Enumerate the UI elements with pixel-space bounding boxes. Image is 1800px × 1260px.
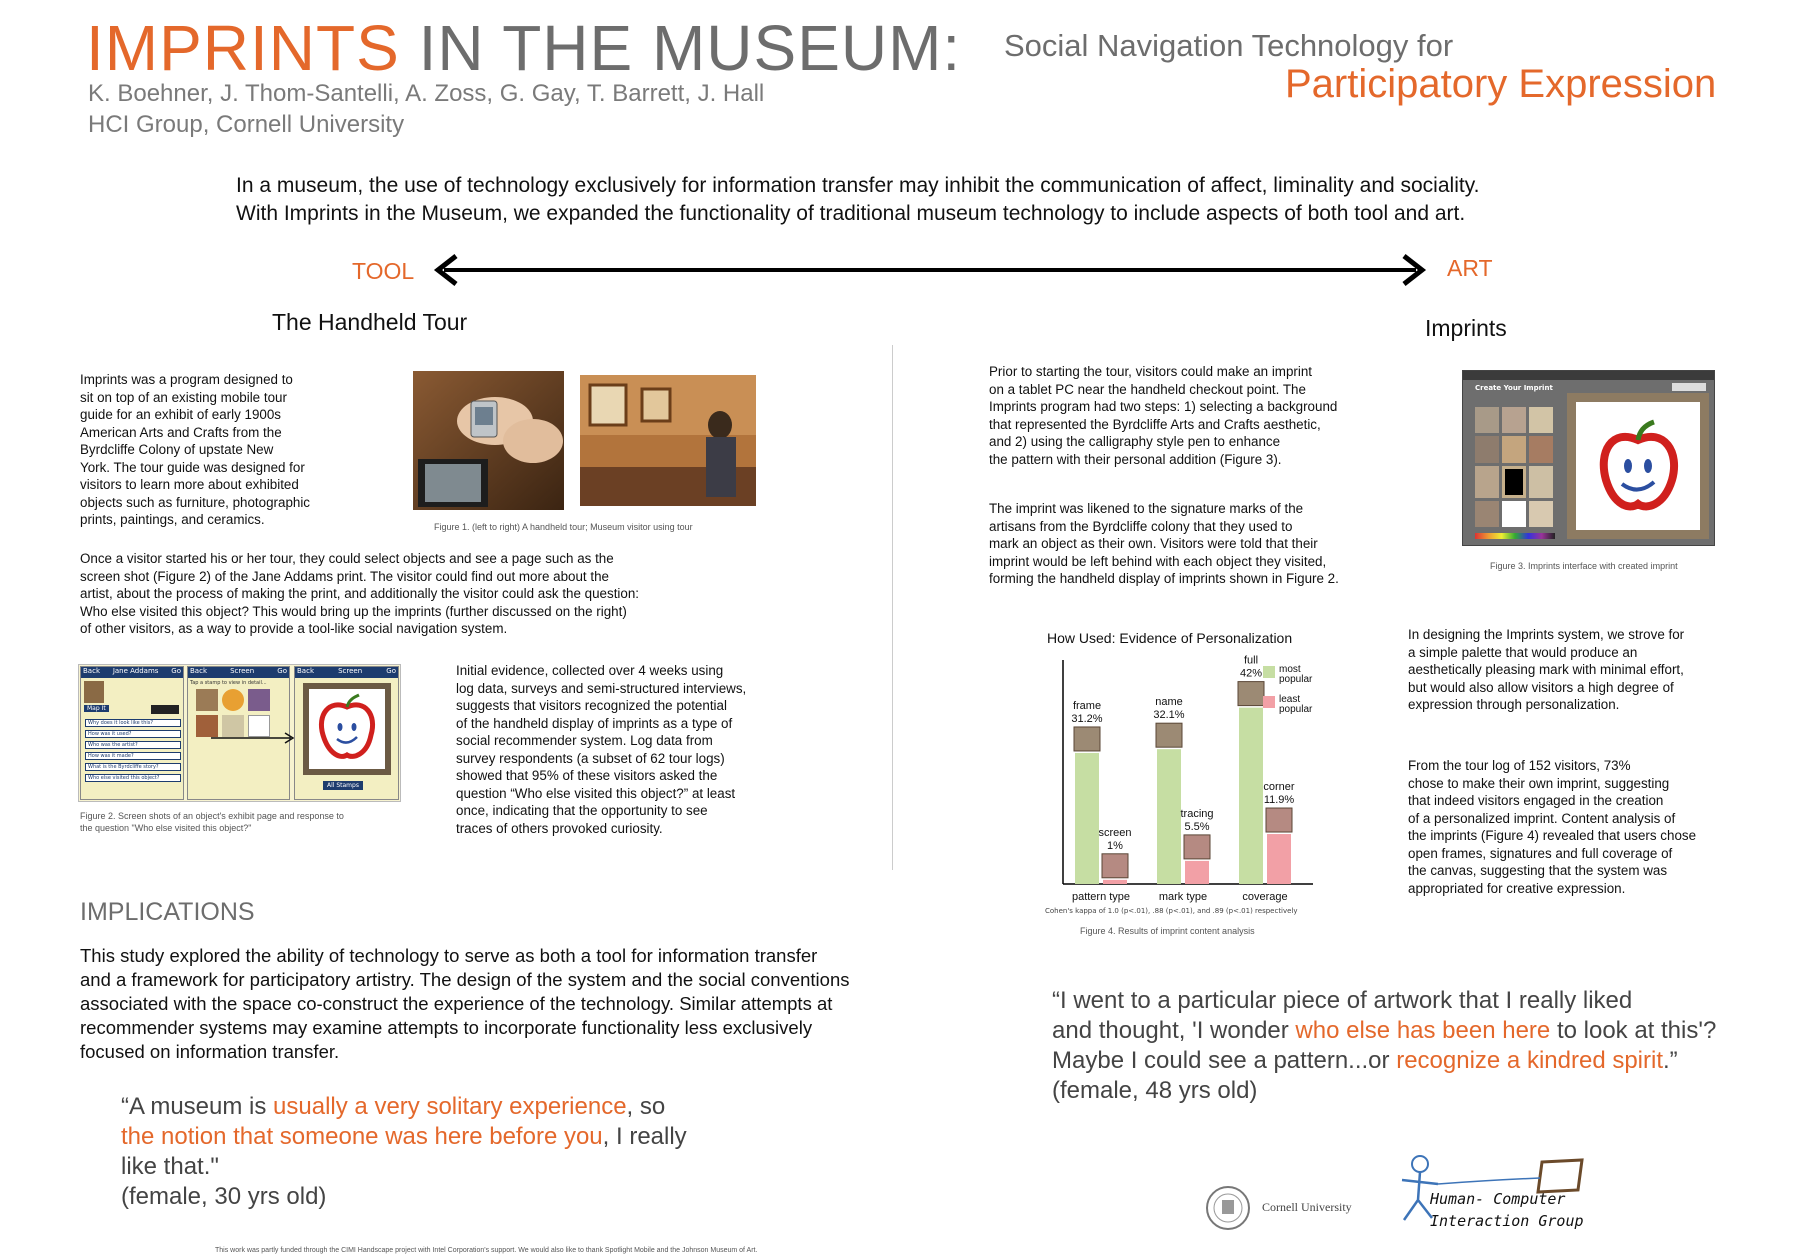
back-button[interactable]: Back [297, 667, 314, 675]
background-swatch[interactable] [1475, 501, 1499, 527]
background-palette [1475, 407, 1555, 527]
quote-line: like that." [121, 1153, 219, 1180]
legend-label: popular [1279, 674, 1313, 685]
figure2-screenshots [78, 664, 401, 802]
imprint-detail-screen [294, 666, 399, 800]
bar-thumbnail [1238, 682, 1264, 706]
background-swatch[interactable] [1475, 436, 1499, 462]
quote-attribution: (female, 48 yrs old) [1052, 1077, 1258, 1104]
imprint-frame [303, 683, 391, 775]
text-line: objects such as furniture, photographic [80, 494, 311, 510]
caption-line: the question "Who else visited this object?" [80, 823, 252, 833]
subtitle-line2: Participatory Expression [1285, 62, 1717, 106]
quote-line [121, 1122, 687, 1152]
bar-label: corner [1263, 781, 1295, 794]
imprint-stamp[interactable] [222, 689, 244, 711]
handheld-photo [413, 371, 564, 510]
bar-value-label: 11.9% [1263, 794, 1295, 807]
figure4-caption: Figure 4. Results of imprint content analysis [1080, 926, 1255, 936]
bar-label: full [1243, 654, 1259, 667]
x-tick-label: mark type [1158, 891, 1208, 903]
column-divider [892, 345, 893, 870]
text-line: chose to make their own imprint, suggesting [1408, 775, 1670, 791]
bar-thumbnail [1156, 723, 1182, 747]
quote-highlight: recognize a kindred spirit [1396, 1047, 1664, 1074]
museum-visitor-photo [580, 375, 756, 506]
all-stamps-button[interactable]: All Stamps [323, 781, 363, 790]
handheld-tour-heading: The Handheld Tour [272, 309, 468, 335]
text-line: the pattern with their personal addition (Figure 3). [989, 451, 1282, 467]
spectrum-tool-label: TOOL [352, 258, 415, 284]
quote-line [121, 1092, 687, 1122]
background-swatch[interactable] [1529, 466, 1553, 498]
text-line: From the tour log of 152 visitors, 73% [1408, 758, 1631, 773]
text-line: sit on top of an existing mobile tour [80, 389, 287, 405]
screen-title: Screen [230, 667, 255, 675]
text-line: survey respondents (a subset of 62 tour logs) [456, 750, 725, 766]
bar-value-label: 5.5% [1184, 820, 1210, 833]
background-swatch[interactable] [1502, 436, 1526, 462]
text-line: recommender systems may examine attempts to incorporate functionality less exclusively [80, 1017, 813, 1038]
background-swatch[interactable] [1502, 407, 1526, 433]
text-line: Once a visitor started his or her tour, they could select objects and see a page such as the [80, 551, 614, 566]
text-line: and a framework for participatory artistry. The design of the system and the social conventions [80, 969, 850, 990]
text-line: visitors to learn more about exhibited [80, 477, 299, 492]
text-line: but would also allow visitors a high degree of [1408, 679, 1674, 695]
quote-text: to look at this'? [1550, 1017, 1717, 1044]
text-line: screen shot (Figure 2) of the Jane Addams print. The visitor could find out more about the [80, 568, 609, 584]
background-swatch[interactable] [1475, 466, 1499, 498]
background-swatch[interactable] [1529, 407, 1553, 433]
quote-text: “A museum is [121, 1093, 274, 1120]
quote-line [1052, 1016, 1716, 1046]
tour-paragraph-2 [80, 550, 740, 638]
imprint-stamp[interactable] [248, 689, 270, 711]
x-tick-label: pattern type [1071, 891, 1131, 903]
bar-value-label: 32.1% [1153, 709, 1185, 722]
authors: K. Boehner, J. Thom-Santelli, A. Zoss, G. Gay, T. Barrett, J. Hall [88, 80, 765, 107]
question-list [85, 719, 181, 785]
text-line: of a personalized imprint. Content analysis of [1408, 810, 1676, 826]
bar-thumbnail [1184, 835, 1210, 859]
background-swatch[interactable] [1502, 501, 1526, 527]
legend-swatch [1263, 696, 1275, 708]
apple-face-icon [309, 689, 385, 769]
text-line: American Arts and Crafts from the [80, 424, 282, 440]
bar-chart [1045, 652, 1345, 942]
bar-label: tracing [1180, 807, 1214, 820]
text-line: imprint would be left behind with each object they visited, [989, 553, 1327, 569]
quote-text: , I really [602, 1123, 687, 1150]
title-accent: IMPRINTS [86, 12, 400, 84]
quote-highlight: usually a very solitary experience [273, 1093, 627, 1120]
x-tick-label: coverage [1242, 891, 1288, 903]
bar-label: frame [1072, 699, 1102, 712]
background-swatch[interactable] [1529, 436, 1553, 462]
bar-label: screen [1098, 826, 1132, 839]
text-line: on a tablet PC near the handheld checkout point. The [989, 381, 1306, 397]
text-line: Prior to starting the tour, visitors could make an imprint [989, 364, 1312, 379]
imprints-paragraph-3 [1408, 626, 1748, 714]
imprint-canvas[interactable] [1567, 393, 1709, 539]
go-button[interactable]: Go [386, 667, 396, 675]
legend-swatch [1263, 666, 1275, 678]
map-it-button[interactable]: Map It [84, 705, 109, 712]
go-button[interactable]: Go [171, 667, 181, 675]
poster-title [86, 8, 961, 88]
legend-label: popular [1279, 704, 1313, 715]
implications-heading: IMPLICATIONS [80, 898, 255, 926]
apple-face-icon [1576, 402, 1700, 530]
window-buttons[interactable] [1672, 383, 1706, 391]
chart-bar [1267, 834, 1291, 884]
text-line: that indeed visitors engaged in the creation [1408, 793, 1664, 808]
text-line: question “Who else visited this object?” at least [456, 785, 736, 801]
bar-value-label: 31.2% [1071, 712, 1103, 725]
chart-bar [1103, 880, 1127, 884]
text-line: artisans from the Byrdcliffe colony that they used to [989, 518, 1293, 534]
screen-title: Jane Addams [112, 667, 159, 675]
intro-line: In a museum, the use of technology exclusively for information transfer may inhibit the communication of affect, liminality and sociality. [236, 174, 1480, 197]
exhibit-page-screen [80, 666, 184, 800]
caption-line: Figure 2. Screen shots of an object's exhibit page and response to [80, 811, 344, 821]
screen-hint: Tap a stamp to view in detail... [190, 680, 267, 686]
quote-highlight: who else has been here [1295, 1017, 1551, 1044]
bar-value-label: 42% [1239, 667, 1263, 680]
text-line: Imprints was a program designed to [80, 372, 293, 387]
screen-titlebar [295, 667, 398, 678]
imprints-interface-screenshot [1462, 370, 1715, 546]
text-line: focused on information transfer. [80, 1041, 340, 1062]
text-line: The imprint was likened to the signature marks of the [989, 501, 1304, 516]
quote-text: and thought, 'I wonder [1052, 1017, 1296, 1044]
handheld-photo-image [413, 371, 564, 510]
tour-paragraph-3 [456, 662, 796, 837]
visitor-quote-right [1052, 986, 1716, 1106]
text-line: prints, paintings, and ceramics. [80, 512, 265, 527]
quote-text: .” [1663, 1047, 1678, 1074]
text-line: social recommender system. Log data from [456, 733, 713, 748]
text-line: of the handheld display of imprints as a type of [456, 715, 733, 731]
bar-thumbnail [1074, 727, 1100, 751]
go-button[interactable]: Go [277, 667, 287, 675]
text-line: showed that 95% of these visitors asked the [456, 768, 718, 783]
text-line: York. The tour guide was designed for [80, 459, 305, 475]
quote-attribution: (female, 30 yrs old) [121, 1183, 327, 1210]
hci-logo-line: Human- Computer [1430, 1190, 1566, 1208]
tour-paragraph-1 [80, 371, 380, 529]
background-swatch[interactable] [1502, 466, 1526, 498]
intro-line: With Imprints in the Museum, we expanded the functionality of traditional museum technology to include aspects of both tool and art. [236, 202, 1466, 225]
intro-text [236, 172, 1656, 228]
visitor-quote-left [121, 1092, 687, 1212]
imprint-stamp[interactable] [196, 689, 218, 711]
back-button[interactable]: Back [83, 667, 100, 675]
window-titlebar [1463, 371, 1714, 380]
who-else-visited-button[interactable]: Who else visited this object? [85, 774, 181, 782]
title-rest: IN THE MUSEUM: [399, 12, 962, 84]
text-line: log data, surveys and semi-structured interviews, [456, 680, 747, 696]
text-line: suggests that visitors recognized the potential [456, 698, 727, 713]
text-line: the imprints (Figure 4) revealed that users chose [1408, 828, 1697, 843]
pen-color-palette[interactable] [1475, 533, 1555, 539]
figure1-caption: Figure 1. (left to right) A handheld tour; Museum visitor using tour [434, 522, 693, 532]
text-line: associated with the space co-construct the experience of the technology. Similar attempts at [80, 993, 833, 1014]
screen-titlebar [188, 667, 289, 678]
text-line: and 2) using the calligraphy style pen to enhance [989, 434, 1281, 449]
text-line: artist, about the process of making the print, and additionally the visitor could ask the question: [80, 586, 640, 601]
legend-label: least [1279, 694, 1301, 705]
figure3-caption: Figure 3. Imprints interface with created imprint [1490, 561, 1678, 571]
bar-label: name [1155, 696, 1183, 709]
text-line: once, indicating that the opportunity to see [456, 803, 708, 818]
text-line: mark an object as their own. Visitors were told that their [989, 536, 1318, 551]
text-line: of other visitors, as a way to provide a tool-like social navigation system. [80, 621, 508, 636]
bar-thumbnail [1102, 854, 1128, 878]
media-controls[interactable] [151, 705, 179, 714]
text-line: In designing the Imprints system, we strove for [1408, 627, 1685, 642]
imprints-heading: Imprints [1425, 315, 1507, 341]
chart-bar [1157, 749, 1181, 884]
bar-value-label: 1% [1107, 839, 1123, 852]
quote-line: “I went to a particular piece of artwork that I really liked [1052, 987, 1633, 1014]
author-block [88, 78, 764, 140]
chart-bar [1185, 861, 1209, 884]
text-line: the canvas, suggesting that the system was [1408, 863, 1668, 878]
text-line: This study explored the ability of technology to serve as both a tool for information transfer [80, 945, 818, 966]
screen-title: Screen [338, 667, 363, 675]
cornell-seal-icon [1205, 1185, 1251, 1231]
text-line: expression through personalization. [1408, 697, 1620, 712]
background-swatch[interactable] [1475, 407, 1499, 433]
print-thumbnail [84, 681, 104, 703]
funding-footer: This work was partly funded through the CIMI Handscape project with Intel Corporation's support. We would also like to thank Spotlight Mobile and the Johnson Museum of Art. [215, 1247, 758, 1254]
text-line: that represented the Byrdcliffe Arts and Crafts aesthetic, [989, 416, 1321, 432]
question-button[interactable]: Why does it look like this? [85, 719, 181, 727]
imprints-paragraph-1 [989, 363, 1409, 468]
bar-thumbnail [1266, 808, 1292, 832]
subtitle-line1: Social Navigation Technology for [1004, 28, 1454, 63]
quote-text: Maybe I could see a pattern...or [1052, 1047, 1397, 1074]
legend-label: most [1279, 664, 1301, 675]
text-line: Who else visited this object? This would bring up the imprints (further discussed on the right) [80, 603, 627, 619]
hci-logo-text [1430, 1188, 1584, 1232]
chart-title: How Used: Evidence of Personalization [1047, 630, 1293, 646]
text-line: Byrdcliffe Colony of upstate New [80, 442, 274, 457]
quote-text: , so [626, 1093, 666, 1120]
background-swatch[interactable] [1529, 501, 1553, 527]
text-line: Initial evidence, collected over 4 weeks using [456, 663, 724, 678]
imprints-paragraph-2 [989, 500, 1409, 588]
question-button[interactable]: How was it used? [85, 730, 181, 738]
double-arrow-icon [430, 252, 1430, 288]
interface-title: Create Your Imprint [1475, 384, 1553, 392]
affiliation: HCI Group, Cornell University [88, 111, 405, 138]
spectrum-art-label: ART [1447, 255, 1493, 281]
arrow-right-icon [209, 723, 299, 753]
imprints-paragraph-4 [1408, 757, 1748, 897]
chart-bar [1239, 708, 1263, 884]
implications-body [80, 944, 980, 1064]
quote-highlight: the notion that someone was here before you [121, 1123, 603, 1150]
kappa-note: Cohen's kappa of 1.0 (p<.01), .88 (p<.01), and .89 (p<.01) respectively [1045, 907, 1298, 915]
question-button[interactable]: Who was the artist? [85, 741, 181, 749]
text-line: aesthetically pleasing mark with minimal effort, [1408, 662, 1684, 677]
figure2-caption [80, 810, 344, 834]
screen-titlebar [81, 667, 183, 678]
cornell-logo-text: Cornell University [1262, 1200, 1352, 1214]
text-line: guide for an exhibit of early 1900s [80, 407, 281, 422]
chart-bar [1075, 753, 1099, 884]
text-line: open frames, signatures and full coverage of [1408, 845, 1673, 861]
text-line: traces of others provoked curiosity. [456, 820, 663, 836]
question-button[interactable]: How was it made? [85, 752, 181, 760]
question-button[interactable]: What is the Byrdcliffe story? [85, 763, 181, 771]
text-line: Imprints program had two steps: 1) selecting a background [989, 399, 1338, 414]
museum-visitor-photo-image [580, 375, 756, 506]
back-button[interactable]: Back [190, 667, 207, 675]
text-line: forming the handheld display of imprints shown in Figure 2. [989, 571, 1339, 586]
text-line: a simple palette that would produce an [1408, 644, 1638, 660]
quote-line [1052, 1046, 1716, 1076]
text-line: appropriated for creative expression. [1408, 880, 1626, 896]
hci-logo-line: Interaction Group [1430, 1212, 1584, 1230]
